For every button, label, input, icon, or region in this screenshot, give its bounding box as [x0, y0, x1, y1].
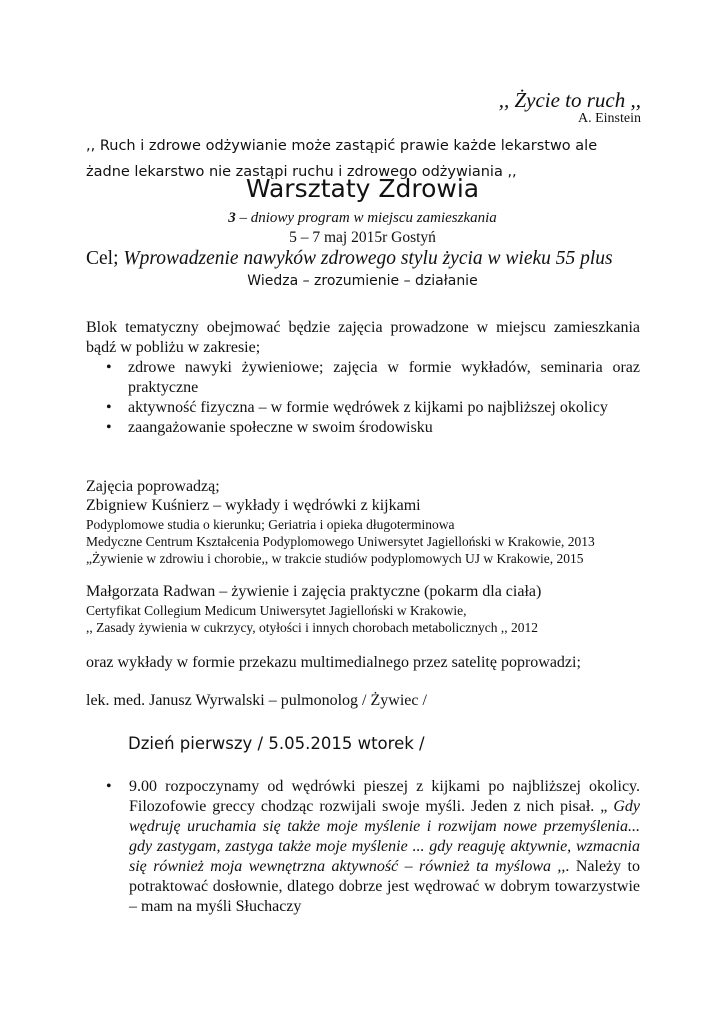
instructor-1-detail: Podyplomowe studia o kierunku; Geriatria i opieka długoterminowa [86, 517, 455, 532]
instructor-2-name: Małgorzata Radwan – żywienie i zajęcia praktyczne (pokarm dla ciała) [86, 583, 542, 600]
goal-line [86, 248, 613, 270]
day-1-item-tail: . Należy to potraktować dosłownie, dlatego dobrze jest wędrować w dobrym towarzystwie – mam na myśli Słuchaczy [129, 858, 641, 915]
bullet-icon: • [106, 359, 112, 376]
motto-line-1: ,, Ruch i zdrowe odżywianie może zastąpić prawie każde lekarstwo ale [86, 138, 598, 154]
day-1-heading: Dzień pierwszy / 5.05.2015 wtorek / [128, 734, 425, 753]
list-item: • zaangażowanie społeczne w swoim środowisku [106, 419, 433, 436]
motto-line-2: żadne lekarstwo nie zastąpi ruchu i zdrowego odżywiania ,, [86, 164, 517, 180]
satellite-lecture-line: oraz wykłady w formie przekazu multimedialnego przez satelitę poprowadzi; [86, 654, 581, 671]
program-subtitle [0, 210, 725, 227]
day-1-item [106, 777, 640, 917]
instructor-2-detail: Certyfikat Collegium Medicum Uniwersytet Jagielloński w Krakowie, [86, 603, 467, 618]
instructor-1-name: Zbigniew Kuśnierz – wykłady i wędrówki z kijkami [86, 497, 421, 514]
day-1-item-text [129, 777, 640, 917]
instructor-1-detail: „Żywienie w zdrowiu i chorobie,, w trakcie studiów podyplomowych UJ w Krakowie, 2015 [86, 551, 584, 566]
doctor-line: lek. med. Janusz Wyrwalski – pulmonolog / Żywiec / [86, 692, 427, 709]
quote-author: A. Einstein [578, 111, 641, 126]
list-item: • zdrowe nawyki żywieniowe; zajęcia w formie wykładów, seminaria oraz praktyczne [106, 359, 640, 396]
program-dates: 5 – 7 maj 2015r Gostyń [289, 229, 436, 246]
list-item: • aktywność fizyczna – w formie wędrówek z kijkami po najbliższej okolicy [106, 399, 608, 416]
bullet-icon: • [106, 778, 112, 795]
day-1-item-quote: Gdy wędruję uruchamia się także moje myślenie i rozwijam nowe przemyślenia... gdy zastygam, zastyga także moje myślenie ... gdy reaguję aktywnie, wzmacnia się również moja wewnętrzna aktywność – również ta myślowa ,, [129, 798, 640, 875]
goal-label: Cel; [86, 248, 124, 269]
instructor-1-detail: Medyczne Centrum Kształcenia Podyplomowego Uniwersytet Jagielloński w Krakowie, 2013 [86, 534, 595, 549]
topic-list [106, 358, 640, 438]
bullet-icon: • [106, 419, 112, 436]
program-description: – dniowy program w miejscu zamieszkania [235, 210, 497, 226]
tagline: Wiedza – zrozumienie – działanie [247, 273, 478, 289]
program-days-number: 3 [228, 210, 236, 226]
intro-paragraph: Blok tematyczny obejmować będzie zajęcia prowadzone w miejscu zamieszkania bądź w pobliżu w zakresie; [86, 319, 640, 356]
instructors-heading: Zajęcia poprowadzą; [86, 478, 220, 495]
instructor-2-detail: ,, Zasady żywienia w cukrzycy, otyłości i innych chorobach metabolicznych ,, 2012 [86, 620, 538, 635]
goal-text: Wprowadzenie nawyków zdrowego stylu życia w wieku 55 plus [123, 248, 613, 269]
day-1-item-lead: 9.00 rozpoczynamy od wędrówki pieszej z kijkami po najbliższej okolicy. Filozofowie greccy chodząc rozwijali swoje myśli. Jeden z nich pisał. „ [129, 778, 640, 815]
page-title: Warsztaty Zdrowia [245, 174, 480, 203]
bullet-icon: • [106, 399, 112, 416]
einstein-quote: ,, Życie to ruch ,, [498, 88, 641, 112]
